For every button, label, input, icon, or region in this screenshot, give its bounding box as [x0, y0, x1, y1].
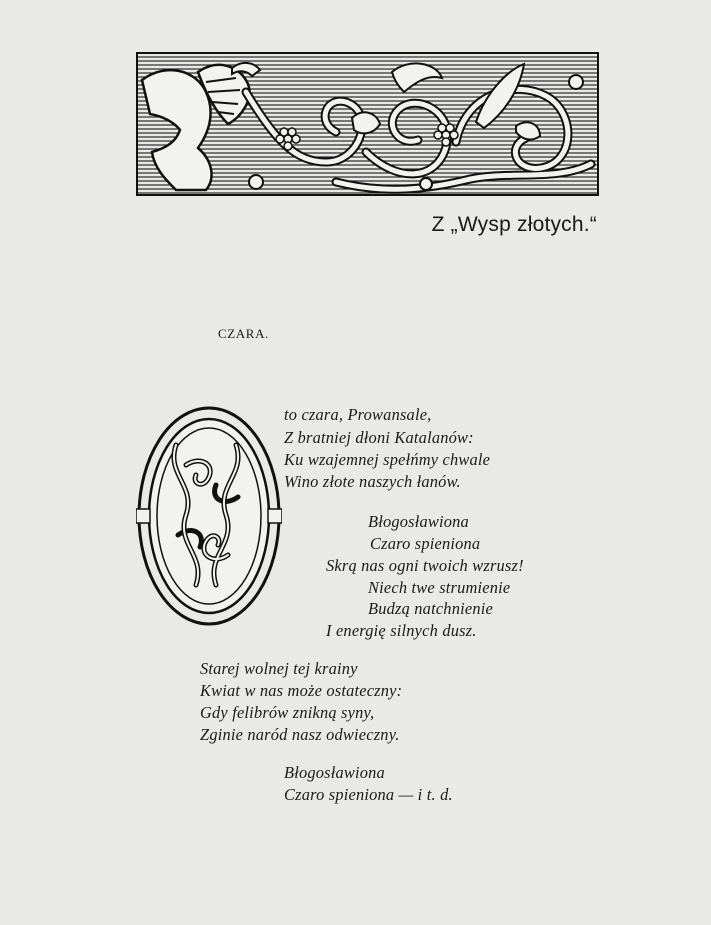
- refrain-line-3: Skrą nas ogni twoich wzrusz!: [326, 556, 524, 575]
- refrain-line-4: Niech twe strumienie: [368, 578, 511, 597]
- poem-title: CZARA.: [218, 326, 269, 341]
- closing-line-2: Czaro spieniona — i t. d.: [284, 785, 453, 804]
- stanza1-line-4: Wino złote naszych łanów.: [284, 472, 461, 491]
- stanza1-line-2: Z bratniej dłoni Katalanów:: [284, 428, 474, 447]
- stanza1-line-1: to czara, Prowansale,: [284, 405, 432, 424]
- refrain-line-2: Czaro spieniona: [370, 534, 481, 553]
- closing-line-1: Błogosławiona: [284, 763, 385, 782]
- stanza2-line-3: Gdy felibrów znikną syny,: [200, 703, 375, 722]
- stanza2-line-1: Starej wolnej tej krainy: [200, 659, 358, 678]
- section-title: Z „Wysp złotych.“: [431, 213, 597, 236]
- decorated-initial-letter: [136, 405, 282, 627]
- ornamental-headpiece: [136, 52, 599, 196]
- refrain-line-6: I energię silnych dusz.: [326, 621, 477, 640]
- stanza1-line-3: Ku wzajemnej spełńmy chwale: [284, 450, 491, 469]
- stanza2-line-4: Zginie naród nasz odwieczny.: [200, 725, 400, 744]
- refrain-line-1: Błogosławiona: [368, 512, 469, 531]
- refrain-line-5: Budzą natchnienie: [368, 599, 493, 618]
- stanza2-line-2: Kwiat w nas może ostateczny:: [200, 681, 403, 700]
